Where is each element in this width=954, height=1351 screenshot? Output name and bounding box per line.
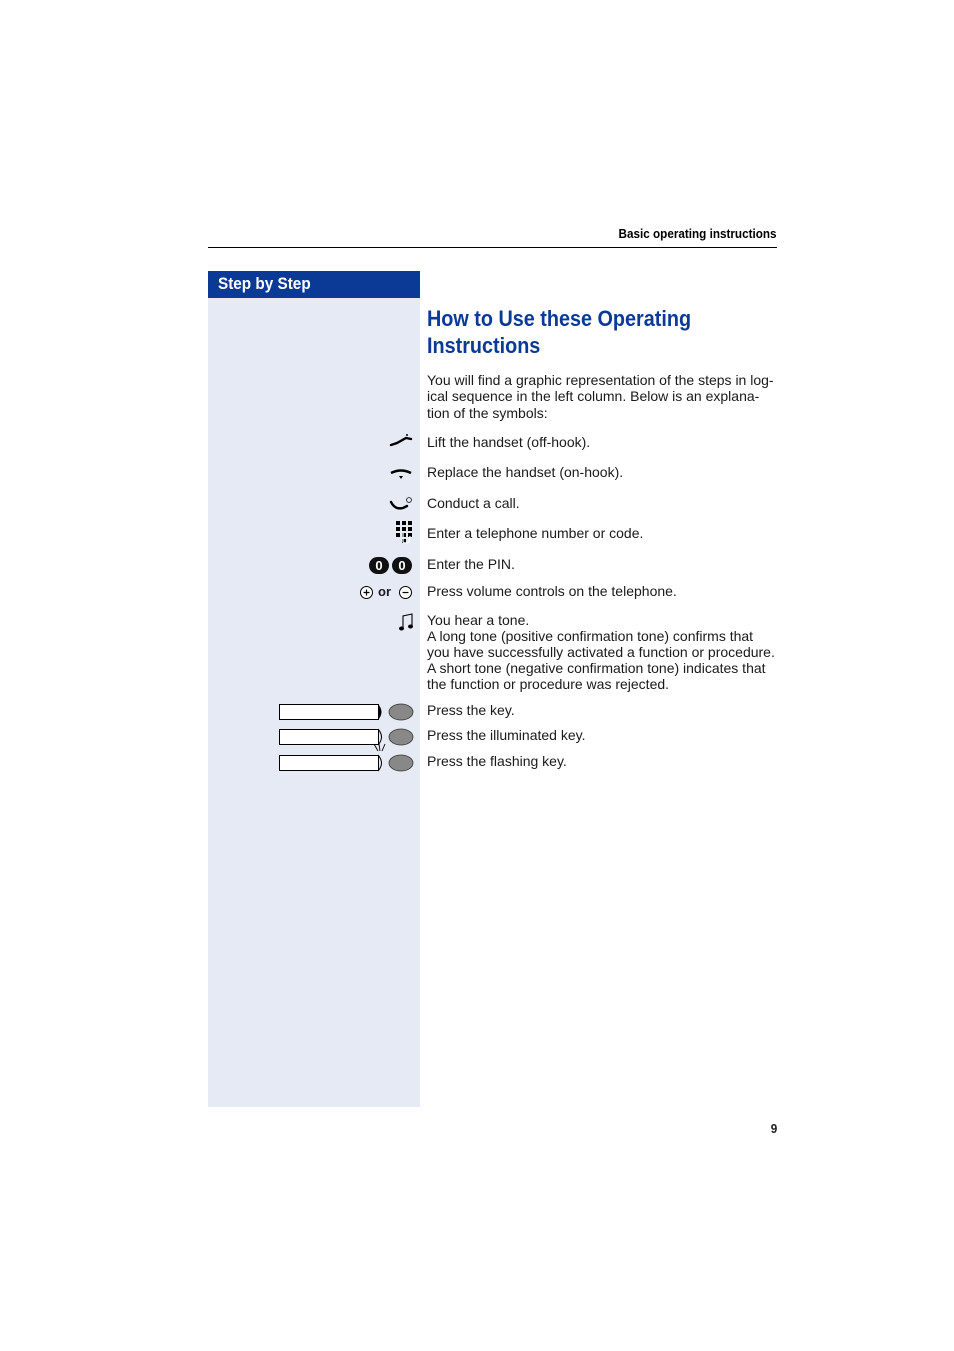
volume-minus-icon xyxy=(398,585,413,600)
key-icon xyxy=(376,702,416,722)
tone-line: You hear a tone. xyxy=(427,612,530,628)
header-rule xyxy=(208,247,777,248)
key-label-box xyxy=(279,755,379,771)
intro-paragraph: You will find a graphic representation of the steps in log-ical sequence in the left column. Below is an explana-tion of the symbols: xyxy=(427,372,774,421)
handset-lift-icon xyxy=(389,433,413,451)
step-by-step-bar xyxy=(208,271,420,298)
flashing-key-icon xyxy=(370,743,416,773)
handset-replace-icon xyxy=(389,466,413,482)
volume-plus-icon xyxy=(359,585,374,600)
symbol-text-pin: Enter the PIN. xyxy=(427,556,515,572)
pin-digit-key: 0 xyxy=(392,557,412,574)
page-title: How to Use these Operating Instructions xyxy=(427,306,692,358)
symbol-text-replace: Replace the handset (on-hook). xyxy=(427,464,624,480)
symbol-text-keypad: Enter a telephone number or code. xyxy=(427,525,644,541)
tone-line: you have successfully activated a function or procedure. xyxy=(427,644,775,660)
symbol-text-flashing: Press the flashing key. xyxy=(427,753,567,769)
keypad-icon xyxy=(395,520,413,544)
running-header: Basic operating instructions xyxy=(619,226,777,241)
symbol-text-volume: Press volume controls on the telephone. xyxy=(427,583,677,599)
tone-icon xyxy=(398,613,414,633)
conduct-call-icon xyxy=(389,495,413,513)
tone-line: the function or procedure was rejected. xyxy=(427,676,670,692)
tone-line: A long tone (positive confirmation tone) confirms that xyxy=(427,628,754,644)
page-number: 9 xyxy=(770,1121,777,1136)
symbol-text-conduct: Conduct a call. xyxy=(427,495,520,511)
symbol-text-lift: Lift the handset (off-hook). xyxy=(427,434,591,450)
step-by-step-label: Step by Step xyxy=(218,274,311,293)
symbol-text-key: Press the key. xyxy=(427,702,515,718)
volume-or-label: or xyxy=(378,584,391,599)
step-column xyxy=(208,271,420,1107)
symbol-text-illuminated: Press the illuminated key. xyxy=(427,727,586,743)
tone-line: A short tone (negative confirmation tone) indicates that xyxy=(427,660,766,676)
key-label-box xyxy=(279,729,379,745)
key-label-box xyxy=(279,704,379,720)
symbol-text-tone xyxy=(427,612,779,692)
pin-digit-key: 0 xyxy=(369,557,389,574)
